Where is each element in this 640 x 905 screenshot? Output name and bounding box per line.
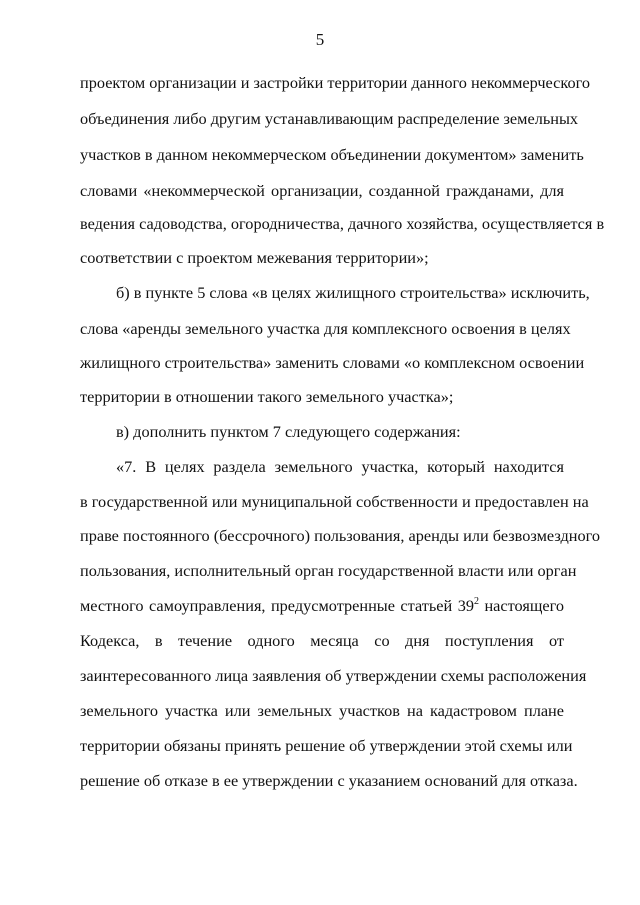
text-line: ведения садоводства, огородничества, дачного хозяйства, осуществляется в [80, 214, 605, 233]
text-line: праве постоянного (бессрочного) пользования, аренды или безвозмездного [80, 526, 601, 545]
text-line: в) дополнить пунктом 7 следующего содержания: [116, 422, 461, 441]
text-line: территории обязаны принять решение об утверждении этой схемы или [80, 736, 573, 755]
text-line: участков в данном некоммерческом объединении документом» заменить [80, 145, 584, 164]
text-line: «7. В целях раздела земельного участка, который находится [116, 457, 564, 476]
text-line: Кодекса, в течение одного месяца со дня поступления от [80, 631, 564, 650]
text-line: в государственной или муниципальной собственности и предоставлен на [80, 492, 589, 511]
text-line [80, 596, 564, 616]
text-line: словами «некоммерческой организации, созданной гражданами, для [80, 181, 564, 200]
text-line: объединения либо другим устанавливающим распределение земельных [80, 109, 579, 128]
text-line-part: настоящего [484, 596, 564, 615]
text-line: земельного участка или земельных участков на кадастровом плане [80, 701, 564, 720]
text-line: слова «аренды земельного участка для комплексного освоения в целях [80, 319, 571, 338]
text-line: пользования, исполнительный орган государственной власти или орган [80, 561, 577, 580]
text-line: соответствии с проектом межевания территории»; [80, 248, 429, 267]
superscript-index: 2 [473, 595, 479, 607]
text-line: решение об отказе в ее утверждении с указанием оснований для отказа. [80, 771, 578, 790]
text-line: жилищного строительства» заменить словами «о комплексном освоении [80, 353, 585, 372]
text-line: заинтересованного лица заявления об утверждении схемы расположения [80, 666, 587, 685]
page-number: 5 [315, 30, 325, 49]
text-line: б) в пункте 5 слова «в целях жилищного строительства» исключить, [116, 283, 590, 302]
text-line: проектом организации и застройки территории данного некоммерческого [80, 73, 591, 92]
text-line: территории в отношении такого земельного участка»; [80, 387, 454, 406]
text-line-part: местного самоуправления, предусмотренные статьей 39 [80, 596, 474, 615]
